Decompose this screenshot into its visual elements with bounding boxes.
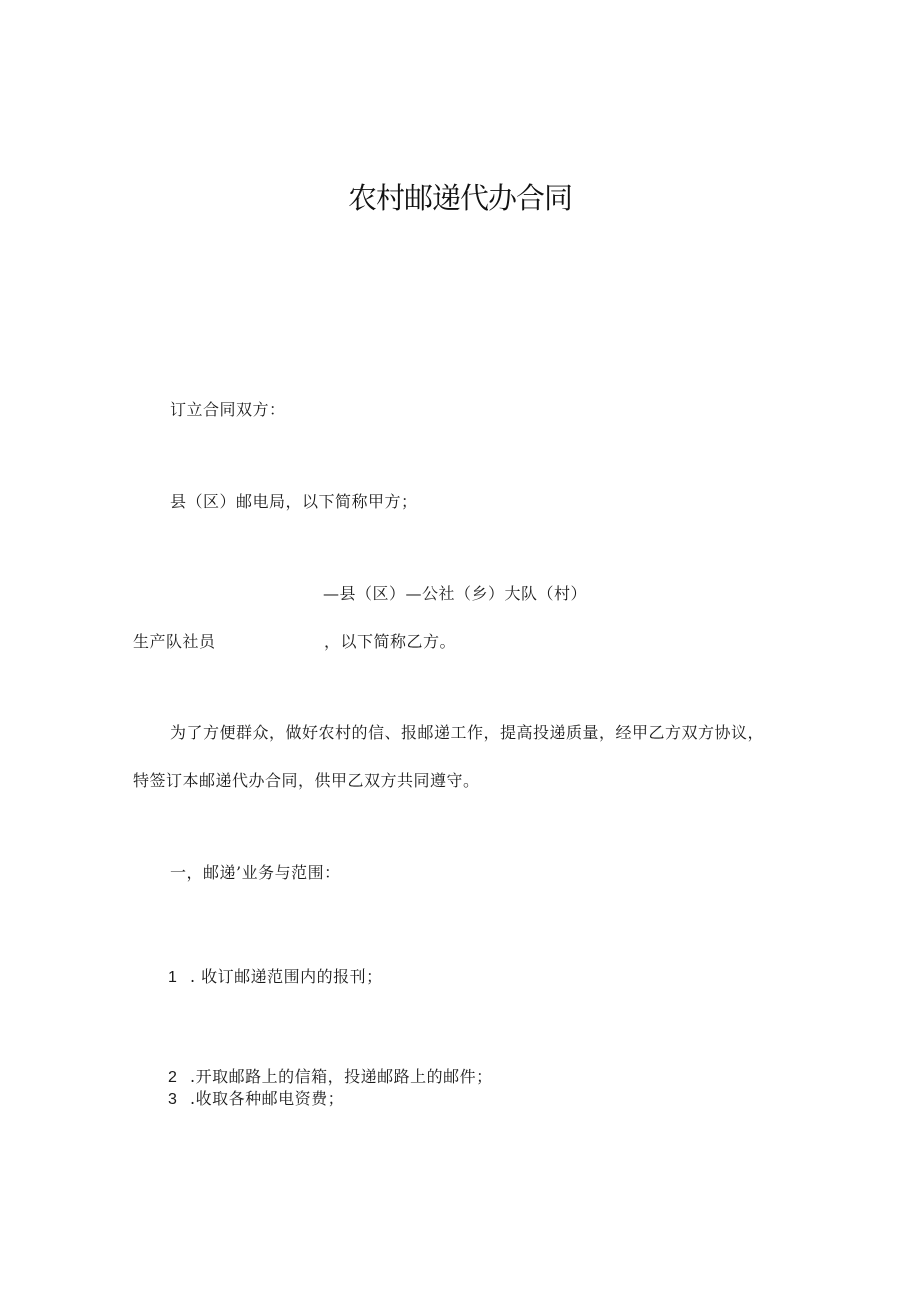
preamble-line-1: 为了方便群众，做好农村的信、报邮递工作，提高投递质量，经甲乙方双方协议，	[170, 723, 765, 742]
list-item-2	[168, 1067, 493, 1088]
list-item-number: 1	[168, 969, 178, 986]
parties-heading: 订立合同双方：	[170, 400, 286, 419]
party-b-suffix: ，以下简称乙方。	[324, 632, 457, 651]
list-item-1	[168, 967, 383, 988]
document-title: 农村邮递代办合同	[347, 181, 572, 215]
list-item-text: . 收订邮递范围内的报刊；	[190, 967, 383, 986]
party-b-label: 生产队社员	[133, 632, 216, 651]
party-a-line: 县（区）邮电局，以下简称甲方；	[170, 492, 418, 511]
list-item-text: .开取邮路上的信箱，投递邮路上的邮件；	[190, 1067, 493, 1086]
list-item-3	[168, 1089, 344, 1110]
list-item-number: 3	[168, 1091, 178, 1108]
list-item-number: 2	[168, 1069, 178, 1086]
preamble-line-2: 特签订本邮递代办合同，供甲乙双方共同遵守。	[133, 771, 480, 790]
party-b-line-1: —县（区）—公社（乡）大队（村）	[323, 584, 588, 603]
section-1-heading: 一，邮递’业务与范围：	[170, 863, 341, 882]
list-item-text: .收取各种邮电资费；	[190, 1089, 345, 1108]
